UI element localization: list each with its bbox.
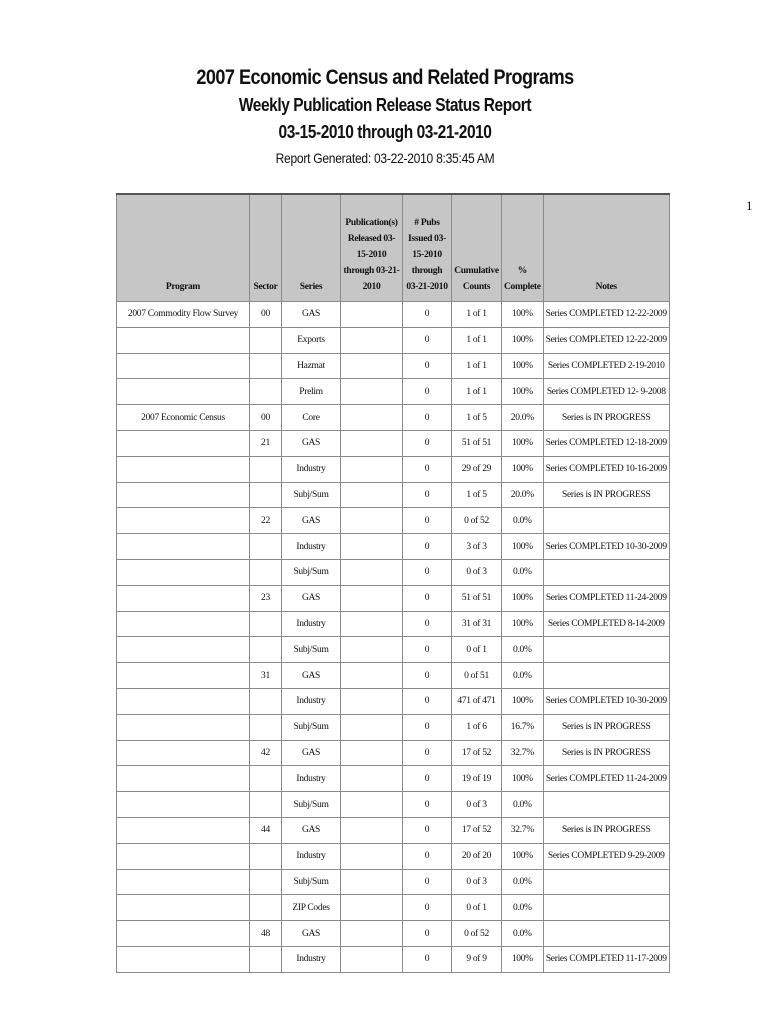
cell-percent: 0.0% [502,869,544,895]
cell-issued: 0 [403,482,452,508]
cell-released [341,714,403,740]
cell-notes: Series COMPLETED 8-14-2009 [543,611,669,637]
table-row [117,921,670,947]
cell-released [341,430,403,456]
cell-sector: 48 [250,921,282,947]
cell-released [341,611,403,637]
cell-released [341,921,403,947]
table-row [117,817,670,843]
cell-series: ZIP Codes [282,895,341,921]
cell-notes [543,663,669,689]
table-row [117,792,670,818]
cell-cumulative: 51 of 51 [452,430,502,456]
cell-program [117,534,250,560]
col-sector: Sector [250,194,282,302]
cell-program [117,663,250,689]
cell-issued: 0 [403,843,452,869]
cell-notes: Series COMPLETED 11-24-2009 [543,766,669,792]
cell-released [341,792,403,818]
cell-notes: Series COMPLETED 12- 9-2008 [543,379,669,405]
cell-cumulative: 17 of 52 [452,817,502,843]
cell-released [341,843,403,869]
cell-series: Exports [282,327,341,353]
cell-series: Subj/Sum [282,714,341,740]
cell-sector [250,482,282,508]
report-generated: Report Generated: 03-22-2010 8:35:45 AM [275,150,495,166]
cell-released [341,946,403,972]
cell-sector [250,353,282,379]
cell-program [117,482,250,508]
cell-cumulative: 0 of 1 [452,637,502,663]
cell-sector [250,611,282,637]
cell-sector [250,559,282,585]
table-row [117,869,670,895]
cell-series: GAS [282,921,341,947]
cell-series: Subj/Sum [282,869,341,895]
cell-sector [250,895,282,921]
table-row [117,895,670,921]
cell-program [117,585,250,611]
cell-percent: 100% [502,611,544,637]
cell-notes: Series is IN PROGRESS [543,817,669,843]
cell-cumulative: 1 of 1 [452,302,502,328]
cell-issued: 0 [403,921,452,947]
cell-released [341,353,403,379]
cell-issued: 0 [403,611,452,637]
cell-issued: 0 [403,353,452,379]
table-row [117,508,670,534]
cell-cumulative: 1 of 1 [452,379,502,405]
cell-sector [250,843,282,869]
cell-percent: 100% [502,456,544,482]
cell-released [341,637,403,663]
cell-cumulative: 9 of 9 [452,946,502,972]
cell-series: Subj/Sum [282,792,341,818]
table-row [117,456,670,482]
report-header [0,64,770,170]
cell-cumulative: 0 of 52 [452,508,502,534]
table-row [117,327,670,353]
cell-cumulative: 1 of 5 [452,482,502,508]
cell-notes: Series COMPLETED 10-30-2009 [543,688,669,714]
table-row [117,302,670,328]
cell-sector [250,946,282,972]
table-row [117,946,670,972]
cell-released [341,895,403,921]
cell-sector: 23 [250,585,282,611]
cell-program [117,430,250,456]
cell-notes: Series is IN PROGRESS [543,482,669,508]
cell-released [341,869,403,895]
cell-percent: 100% [502,353,544,379]
cell-issued: 0 [403,430,452,456]
cell-program [117,792,250,818]
table-row [117,740,670,766]
cell-program [117,688,250,714]
cell-released [341,817,403,843]
cell-series: Industry [282,456,341,482]
cell-released [341,327,403,353]
cell-notes [543,508,669,534]
cell-notes [543,559,669,585]
cell-program: 2007 Economic Census [117,405,250,431]
cell-cumulative: 1 of 1 [452,327,502,353]
cell-notes [543,895,669,921]
cell-notes: Series COMPLETED 11-24-2009 [543,585,669,611]
table-body [117,302,670,973]
cell-notes: Series is IN PROGRESS [543,740,669,766]
cell-notes [543,637,669,663]
cell-series: Industry [282,688,341,714]
cell-issued: 0 [403,688,452,714]
cell-sector [250,456,282,482]
cell-released [341,379,403,405]
cell-sector: 21 [250,430,282,456]
cell-series: Prelim [282,379,341,405]
table-row [117,585,670,611]
col-notes: Notes [543,194,669,302]
cell-released [341,302,403,328]
cell-released [341,688,403,714]
cell-program [117,817,250,843]
cell-series: GAS [282,302,341,328]
cell-sector: 00 [250,405,282,431]
table-row [117,843,670,869]
cell-cumulative: 0 of 52 [452,921,502,947]
table-row [117,637,670,663]
cell-program [117,456,250,482]
cell-released [341,559,403,585]
cell-released [341,663,403,689]
cell-program [117,379,250,405]
cell-issued: 0 [403,559,452,585]
cell-issued: 0 [403,456,452,482]
col-cumulative: Cumulative Counts [452,194,502,302]
cell-notes: Series COMPLETED 2-19-2010 [543,353,669,379]
cell-issued: 0 [403,637,452,663]
cell-notes: Series COMPLETED 9-29-2009 [543,843,669,869]
cell-cumulative: 51 of 51 [452,585,502,611]
cell-issued: 0 [403,714,452,740]
cell-released [341,405,403,431]
cell-percent: 0.0% [502,559,544,585]
cell-cumulative: 1 of 5 [452,405,502,431]
cell-cumulative: 471 of 471 [452,688,502,714]
table-row [117,482,670,508]
table-row [117,611,670,637]
page-number: 1 [746,198,753,213]
cell-percent: 100% [502,843,544,869]
cell-percent: 100% [502,430,544,456]
cell-series: GAS [282,585,341,611]
cell-notes: Series COMPLETED 12-22-2009 [543,302,669,328]
cell-notes [543,921,669,947]
cell-issued: 0 [403,585,452,611]
cell-sector [250,637,282,663]
cell-series: Subj/Sum [282,637,341,663]
cell-cumulative: 0 of 51 [452,663,502,689]
cell-issued: 0 [403,792,452,818]
table-row [117,379,670,405]
col-percent: % Complete [502,194,544,302]
cell-cumulative: 17 of 52 [452,740,502,766]
cell-program [117,843,250,869]
cell-series: GAS [282,430,341,456]
cell-issued: 0 [403,740,452,766]
cell-sector: 31 [250,663,282,689]
cell-sector [250,766,282,792]
cell-cumulative: 0 of 3 [452,559,502,585]
cell-program [117,921,250,947]
cell-released [341,766,403,792]
cell-program: 2007 Commodity Flow Survey [117,302,250,328]
cell-percent: 100% [502,534,544,560]
cell-issued: 0 [403,663,452,689]
cell-series: GAS [282,817,341,843]
table-row [117,663,670,689]
cell-notes: Series is IN PROGRESS [543,405,669,431]
cell-cumulative: 1 of 1 [452,353,502,379]
cell-series: Industry [282,843,341,869]
cell-program [117,327,250,353]
cell-cumulative: 1 of 6 [452,714,502,740]
report-title: 2007 Economic Census and Related Programs [196,66,574,89]
cell-percent: 0.0% [502,508,544,534]
cell-series: Industry [282,766,341,792]
cell-cumulative: 20 of 20 [452,843,502,869]
cell-released [341,740,403,766]
cell-percent: 0.0% [502,895,544,921]
cell-issued: 0 [403,534,452,560]
cell-cumulative: 0 of 3 [452,869,502,895]
cell-sector [250,792,282,818]
cell-notes [543,792,669,818]
cell-percent: 16.7% [502,714,544,740]
table-row [117,714,670,740]
table-row [117,405,670,431]
cell-released [341,508,403,534]
cell-notes: Series COMPLETED 12-22-2009 [543,327,669,353]
cell-cumulative: 0 of 1 [452,895,502,921]
cell-sector [250,534,282,560]
cell-percent: 32.7% [502,817,544,843]
cell-program [117,611,250,637]
cell-cumulative: 19 of 19 [452,766,502,792]
cell-issued: 0 [403,302,452,328]
cell-percent: 0.0% [502,637,544,663]
cell-series: GAS [282,740,341,766]
cell-released [341,482,403,508]
cell-program [117,946,250,972]
cell-cumulative: 31 of 31 [452,611,502,637]
cell-cumulative: 29 of 29 [452,456,502,482]
cell-sector [250,327,282,353]
cell-sector [250,379,282,405]
cell-cumulative: 0 of 3 [452,792,502,818]
cell-percent: 20.0% [502,405,544,431]
cell-released [341,534,403,560]
cell-program [117,637,250,663]
report-date-range: 03-15-2010 through 03-21-2010 [278,122,492,142]
cell-issued: 0 [403,405,452,431]
cell-series: Industry [282,946,341,972]
cell-program [117,714,250,740]
cell-sector: 42 [250,740,282,766]
cell-series: Subj/Sum [282,482,341,508]
cell-percent: 100% [502,766,544,792]
cell-sector [250,869,282,895]
table-row [117,559,670,585]
cell-issued: 0 [403,817,452,843]
cell-percent: 0.0% [502,792,544,818]
cell-released [341,456,403,482]
cell-series: Core [282,405,341,431]
table-row [117,430,670,456]
cell-program [117,508,250,534]
cell-program [117,766,250,792]
cell-notes: Series COMPLETED 12-18-2009 [543,430,669,456]
table-row [117,766,670,792]
cell-issued: 0 [403,869,452,895]
cell-series: Industry [282,611,341,637]
cell-percent: 100% [502,327,544,353]
cell-sector [250,714,282,740]
cell-percent: 0.0% [502,663,544,689]
cell-program [117,353,250,379]
table-row [117,534,670,560]
col-series: Series [282,194,341,302]
cell-series: Subj/Sum [282,559,341,585]
cell-sector: 00 [250,302,282,328]
cell-issued: 0 [403,895,452,921]
cell-notes: Series COMPLETED 10-30-2009 [543,534,669,560]
table-row [117,353,670,379]
report-subtitle: Weekly Publication Release Status Report [238,95,532,115]
cell-percent: 0.0% [502,921,544,947]
cell-notes: Series COMPLETED 10-16-2009 [543,456,669,482]
cell-program [117,740,250,766]
cell-notes: Series COMPLETED 11-17-2009 [543,946,669,972]
cell-released [341,585,403,611]
cell-series: Industry [282,534,341,560]
cell-percent: 20.0% [502,482,544,508]
cell-program [117,559,250,585]
cell-sector: 44 [250,817,282,843]
cell-cumulative: 3 of 3 [452,534,502,560]
cell-issued: 0 [403,766,452,792]
cell-program [117,895,250,921]
cell-percent: 100% [502,302,544,328]
cell-issued: 0 [403,508,452,534]
table-header-row [117,194,670,302]
cell-percent: 100% [502,379,544,405]
cell-series: GAS [282,663,341,689]
cell-issued: 0 [403,379,452,405]
cell-series: Hazmat [282,353,341,379]
cell-notes [543,869,669,895]
cell-program [117,869,250,895]
cell-percent: 100% [502,946,544,972]
cell-issued: 0 [403,327,452,353]
cell-sector: 22 [250,508,282,534]
cell-series: GAS [282,508,341,534]
col-issued: # Pubs Issued 03-15-2010 through 03-21-2010 [403,194,452,302]
cell-sector [250,688,282,714]
col-released: Publication(s) Released 03-15-2010 through 03-21-2010 [341,194,403,302]
cell-notes: Series is IN PROGRESS [543,714,669,740]
cell-percent: 32.7% [502,740,544,766]
table-row [117,688,670,714]
cell-percent: 100% [502,688,544,714]
status-table [116,193,670,973]
cell-issued: 0 [403,946,452,972]
cell-percent: 100% [502,585,544,611]
col-program: Program [117,194,250,302]
